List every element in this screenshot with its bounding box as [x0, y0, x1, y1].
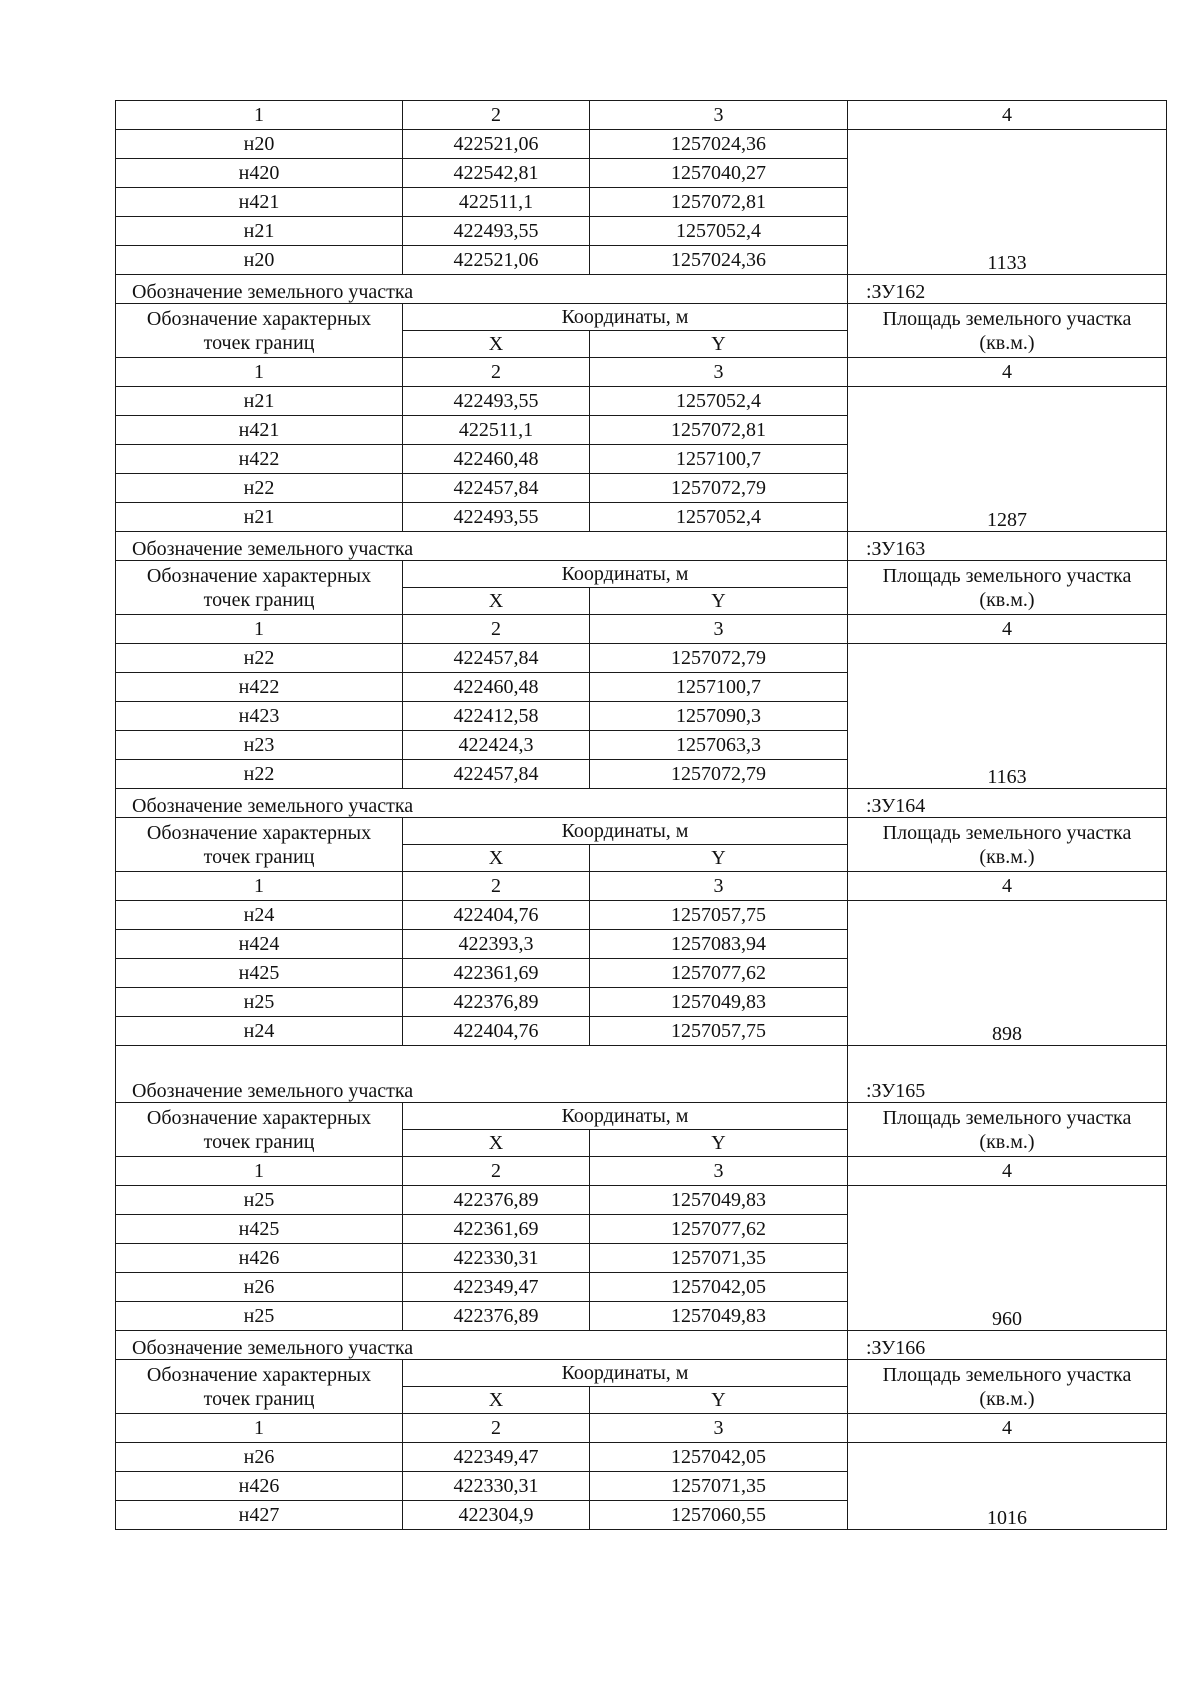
coord-y: 1257100,7	[590, 445, 848, 474]
column-number-3: 3	[590, 615, 848, 644]
points-header-line1: Обозначение характерных	[146, 1106, 372, 1129]
coord-y: 1257052,4	[590, 217, 848, 246]
point-id: н420	[116, 159, 403, 188]
coord-y: 1257072,81	[590, 416, 848, 445]
table-row	[116, 1443, 1167, 1472]
coord-x: 422493,55	[403, 503, 590, 532]
column-number-1: 1	[116, 101, 403, 130]
x-header: X	[403, 588, 590, 615]
points-header-line1: Обозначение характерных	[146, 307, 372, 330]
y-header: Y	[590, 1387, 848, 1414]
coord-y: 1257077,62	[590, 959, 848, 988]
point-id: н24	[116, 1017, 403, 1046]
x-header: X	[403, 1387, 590, 1414]
coord-y: 1257024,36	[590, 246, 848, 275]
coord-x: 422460,48	[403, 445, 590, 474]
coord-y: 1257072,81	[590, 188, 848, 217]
area-header-line2: (кв.м.)	[979, 1130, 1035, 1153]
header-row	[116, 1360, 1167, 1387]
point-id: н20	[116, 246, 403, 275]
parcel-designation-row	[116, 532, 1167, 561]
parcel-designation-label: Обозначение земельного участка	[116, 532, 590, 561]
table-row	[116, 130, 1167, 159]
parcel-designation-gap	[590, 275, 848, 304]
area-header-line2: (кв.м.)	[979, 1387, 1035, 1410]
coord-y: 1257077,62	[590, 1215, 848, 1244]
column-number-2: 2	[403, 615, 590, 644]
table-row	[116, 1186, 1167, 1215]
coord-y: 1257072,79	[590, 760, 848, 789]
coord-y: 1257049,83	[590, 1186, 848, 1215]
point-id: н26	[116, 1273, 403, 1302]
area-header	[848, 1360, 1167, 1414]
coord-x: 422376,89	[403, 988, 590, 1017]
point-id: н426	[116, 1244, 403, 1273]
area-header-line2: (кв.м.)	[979, 331, 1035, 354]
coord-x: 422330,31	[403, 1472, 590, 1501]
column-number-3: 3	[590, 101, 848, 130]
point-id: н23	[116, 731, 403, 760]
y-header: Y	[590, 588, 848, 615]
coord-x: 422330,31	[403, 1244, 590, 1273]
point-id: н20	[116, 130, 403, 159]
column-number-row	[116, 1414, 1167, 1443]
area-header-line1: Площадь земельного участка	[882, 564, 1132, 587]
coord-x: 422521,06	[403, 130, 590, 159]
coord-x: 422361,69	[403, 959, 590, 988]
parcel-area: 1163	[848, 644, 1167, 789]
coord-x: 422349,47	[403, 1273, 590, 1302]
coord-y: 1257057,75	[590, 1017, 848, 1046]
coord-x: 422493,55	[403, 387, 590, 416]
coord-x: 422457,84	[403, 474, 590, 503]
column-number-4: 4	[848, 872, 1167, 901]
coord-x: 422404,76	[403, 901, 590, 930]
point-id: н25	[116, 1302, 403, 1331]
coord-x: 422457,84	[403, 644, 590, 673]
column-number-1: 1	[116, 358, 403, 387]
table-row	[116, 901, 1167, 930]
y-header: Y	[590, 1130, 848, 1157]
coordinates-header: Координаты, м	[403, 1103, 848, 1130]
column-number-row	[116, 615, 1167, 644]
parcel-code: :ЗУ165	[848, 1046, 1167, 1103]
coord-y: 1257024,36	[590, 130, 848, 159]
coord-x: 422376,89	[403, 1302, 590, 1331]
points-header	[116, 1103, 403, 1157]
column-number-2: 2	[403, 358, 590, 387]
parcel-designation-row	[116, 275, 1167, 304]
column-number-1: 1	[116, 1414, 403, 1443]
coord-x: 422304,9	[403, 1501, 590, 1530]
column-number-row	[116, 358, 1167, 387]
parcel-code: :ЗУ164	[848, 789, 1167, 818]
coord-x: 422424,3	[403, 731, 590, 760]
column-number-row	[116, 1157, 1167, 1186]
point-id: н426	[116, 1472, 403, 1501]
parcel-code: :ЗУ166	[848, 1331, 1167, 1360]
x-header: X	[403, 1130, 590, 1157]
column-number-2: 2	[403, 1414, 590, 1443]
coord-x: 422460,48	[403, 673, 590, 702]
area-header-line2: (кв.м.)	[979, 588, 1035, 611]
coord-x: 422376,89	[403, 1186, 590, 1215]
coord-x: 422511,1	[403, 188, 590, 217]
coord-y: 1257049,83	[590, 988, 848, 1017]
coordinates-header: Координаты, м	[403, 1360, 848, 1387]
coord-y: 1257072,79	[590, 474, 848, 503]
parcel-designation-gap	[590, 1331, 848, 1360]
coord-y: 1257083,94	[590, 930, 848, 959]
point-id: н424	[116, 930, 403, 959]
coordinates-header: Координаты, м	[403, 818, 848, 845]
coord-x: 422457,84	[403, 760, 590, 789]
coord-y: 1257071,35	[590, 1244, 848, 1273]
point-id: н421	[116, 416, 403, 445]
coord-y: 1257071,35	[590, 1472, 848, 1501]
coord-x: 422412,58	[403, 702, 590, 731]
point-id: н21	[116, 503, 403, 532]
column-number-2: 2	[403, 1157, 590, 1186]
coord-y: 1257040,27	[590, 159, 848, 188]
column-number-3: 3	[590, 358, 848, 387]
parcel-area: 1287	[848, 387, 1167, 532]
coord-x: 422511,1	[403, 416, 590, 445]
parcel-designation-gap	[590, 789, 848, 818]
points-header	[116, 304, 403, 358]
parcel-code: :ЗУ162	[848, 275, 1167, 304]
point-id: н24	[116, 901, 403, 930]
points-header-line2: точек границ	[203, 845, 315, 868]
points-header	[116, 561, 403, 615]
point-id: н425	[116, 1215, 403, 1244]
points-header-line1: Обозначение характерных	[146, 564, 372, 587]
column-number-3: 3	[590, 872, 848, 901]
point-id: н422	[116, 673, 403, 702]
coord-y: 1257060,55	[590, 1501, 848, 1530]
column-number-1: 1	[116, 615, 403, 644]
coord-y: 1257052,4	[590, 503, 848, 532]
coordinates-header: Координаты, м	[403, 304, 848, 331]
points-header	[116, 818, 403, 872]
coord-y: 1257100,7	[590, 673, 848, 702]
coord-y: 1257042,05	[590, 1273, 848, 1302]
points-header-line1: Обозначение характерных	[146, 1363, 372, 1386]
column-number-4: 4	[848, 101, 1167, 130]
column-number-4: 4	[848, 615, 1167, 644]
coord-x: 422349,47	[403, 1443, 590, 1472]
parcel-designation-row	[116, 789, 1167, 818]
parcel-designation-label: Обозначение земельного участка	[116, 1331, 590, 1360]
area-header	[848, 561, 1167, 615]
column-number-row	[116, 101, 1167, 130]
column-number-1: 1	[116, 872, 403, 901]
coord-y: 1257057,75	[590, 901, 848, 930]
point-id: н422	[116, 445, 403, 474]
area-header	[848, 304, 1167, 358]
point-id: н423	[116, 702, 403, 731]
points-header-line2: точек границ	[203, 1387, 315, 1410]
column-number-3: 3	[590, 1414, 848, 1443]
column-number-3: 3	[590, 1157, 848, 1186]
point-id: н21	[116, 387, 403, 416]
parcel-coordinates-table	[115, 100, 1167, 1530]
y-header: Y	[590, 845, 848, 872]
header-row	[116, 561, 1167, 588]
coord-x: 422542,81	[403, 159, 590, 188]
parcel-designation-row	[116, 1046, 1167, 1103]
area-header	[848, 818, 1167, 872]
area-header-line1: Площадь земельного участка	[882, 307, 1132, 330]
coord-y: 1257049,83	[590, 1302, 848, 1331]
point-id: н421	[116, 188, 403, 217]
coordinates-header: Координаты, м	[403, 561, 848, 588]
area-header-line2: (кв.м.)	[979, 845, 1035, 868]
point-id: н22	[116, 760, 403, 789]
table-row	[116, 644, 1167, 673]
column-number-2: 2	[403, 101, 590, 130]
header-row	[116, 304, 1167, 331]
points-header	[116, 1360, 403, 1414]
coord-x: 422493,55	[403, 217, 590, 246]
coord-x: 422361,69	[403, 1215, 590, 1244]
point-id: н25	[116, 988, 403, 1017]
coord-y: 1257063,3	[590, 731, 848, 760]
parcel-designation-label: Обозначение земельного участка	[116, 1046, 590, 1103]
column-number-4: 4	[848, 1157, 1167, 1186]
points-header-line2: точек границ	[203, 588, 315, 611]
coord-y: 1257072,79	[590, 644, 848, 673]
points-header-line2: точек границ	[203, 331, 315, 354]
parcel-area: 960	[848, 1186, 1167, 1331]
parcel-designation-row	[116, 1331, 1167, 1360]
header-row	[116, 818, 1167, 845]
y-header: Y	[590, 331, 848, 358]
coord-x: 422521,06	[403, 246, 590, 275]
parcel-designation-label: Обозначение земельного участка	[116, 275, 590, 304]
points-header-line1: Обозначение характерных	[146, 821, 372, 844]
table-row	[116, 387, 1167, 416]
points-header-line2: точек границ	[203, 1130, 315, 1153]
column-number-4: 4	[848, 1414, 1167, 1443]
coord-y: 1257052,4	[590, 387, 848, 416]
parcel-area: 1016	[848, 1443, 1167, 1530]
coord-y: 1257090,3	[590, 702, 848, 731]
point-id: н425	[116, 959, 403, 988]
coord-x: 422404,76	[403, 1017, 590, 1046]
column-number-4: 4	[848, 358, 1167, 387]
parcel-designation-gap	[590, 1046, 848, 1103]
column-number-2: 2	[403, 872, 590, 901]
area-header-line1: Площадь земельного участка	[882, 821, 1132, 844]
point-id: н25	[116, 1186, 403, 1215]
x-header: X	[403, 331, 590, 358]
parcel-code: :ЗУ163	[848, 532, 1167, 561]
area-header	[848, 1103, 1167, 1157]
x-header: X	[403, 845, 590, 872]
parcel-designation-gap	[590, 532, 848, 561]
point-id: н427	[116, 1501, 403, 1530]
point-id: н22	[116, 474, 403, 503]
point-id: н26	[116, 1443, 403, 1472]
parcel-area: 1133	[848, 130, 1167, 275]
header-row	[116, 1103, 1167, 1130]
parcel-area: 898	[848, 901, 1167, 1046]
point-id: н21	[116, 217, 403, 246]
coord-x: 422393,3	[403, 930, 590, 959]
column-number-row	[116, 872, 1167, 901]
column-number-1: 1	[116, 1157, 403, 1186]
area-header-line1: Площадь земельного участка	[882, 1106, 1132, 1129]
parcel-designation-label: Обозначение земельного участка	[116, 789, 590, 818]
area-header-line1: Площадь земельного участка	[882, 1363, 1132, 1386]
point-id: н22	[116, 644, 403, 673]
coord-y: 1257042,05	[590, 1443, 848, 1472]
